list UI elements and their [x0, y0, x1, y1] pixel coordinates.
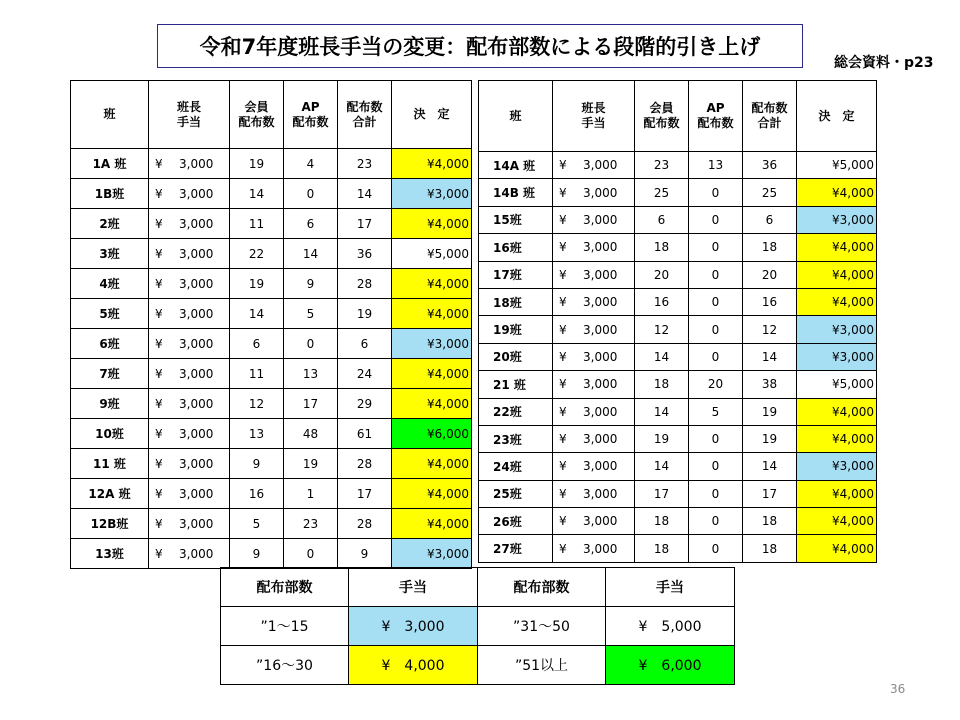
total-count: 28: [338, 449, 392, 479]
fee-cell: [553, 152, 635, 179]
han-name: 12A 班: [71, 479, 149, 509]
han-name: 12B班: [71, 509, 149, 539]
fee-amount: 3,000: [583, 267, 618, 282]
legend-range: ”51以上: [478, 646, 606, 685]
left-table: [70, 80, 472, 569]
han-name: 11 班: [71, 449, 149, 479]
yen-symbol: ¥: [559, 541, 567, 556]
fee-amount: 3,000: [583, 459, 618, 474]
table-row: [71, 539, 472, 569]
ap-count: 0: [689, 206, 743, 233]
yen-symbol: ¥: [155, 486, 163, 501]
fee-amount: 3,000: [583, 377, 618, 392]
han-name: 10班: [71, 419, 149, 449]
fee-amount: 3,000: [583, 541, 618, 556]
decision-cell: ¥4,000: [797, 425, 877, 452]
yen-symbol: ¥: [559, 267, 567, 282]
fee-cell: [553, 316, 635, 343]
ap-count: 0: [689, 535, 743, 562]
yen-symbol: ¥: [559, 185, 567, 200]
table-row: [71, 209, 472, 239]
header-total: 配布数 合計: [338, 81, 392, 149]
member-count: 18: [635, 535, 689, 562]
yen-symbol: ¥: [559, 486, 567, 501]
decision-cell: ¥3,000: [392, 539, 472, 569]
fee-amount: 3,000: [583, 240, 618, 255]
table-row: [71, 269, 472, 299]
han-name: 14A 班: [479, 152, 553, 179]
total-count: 36: [743, 152, 797, 179]
han-name: 9班: [71, 389, 149, 419]
fee-amount: 3,000: [583, 404, 618, 419]
table-row: [71, 509, 472, 539]
yen-symbol: ¥: [155, 516, 163, 531]
table-row: [71, 239, 472, 269]
yen-symbol: ¥: [155, 456, 163, 471]
legend-header-fee: 手当: [606, 568, 735, 607]
table-row: [71, 449, 472, 479]
han-name: 1B班: [71, 179, 149, 209]
total-count: 9: [338, 539, 392, 569]
table-row: [479, 453, 877, 480]
total-count: 18: [743, 234, 797, 261]
fee-amount: 3,000: [179, 306, 214, 321]
decision-cell: ¥4,000: [392, 269, 472, 299]
fee-cell: [553, 535, 635, 562]
yen-symbol: ¥: [155, 216, 163, 231]
table-row: [71, 179, 472, 209]
legend-header: [221, 568, 735, 607]
total-count: 14: [743, 453, 797, 480]
member-count: 18: [635, 371, 689, 398]
yen-symbol: ¥: [155, 336, 163, 351]
yen-symbol: ¥: [559, 349, 567, 364]
member-count: 17: [635, 480, 689, 507]
table-row: [479, 206, 877, 233]
fee-cell: [553, 371, 635, 398]
fee-cell: [149, 209, 230, 239]
ap-count: 0: [689, 508, 743, 535]
legend-header-range: 配布部数: [478, 568, 606, 607]
han-name: 13班: [71, 539, 149, 569]
member-count: 23: [635, 152, 689, 179]
ap-count: 48: [284, 419, 338, 449]
member-count: 9: [230, 449, 284, 479]
fee-cell: [149, 389, 230, 419]
decision-cell: ¥5,000: [797, 152, 877, 179]
fee-amount: 3,000: [583, 349, 618, 364]
fee-cell: [553, 179, 635, 206]
han-name: 5班: [71, 299, 149, 329]
fee-cell: [149, 479, 230, 509]
table-row: [71, 149, 472, 179]
total-count: 29: [338, 389, 392, 419]
ap-count: 0: [689, 316, 743, 343]
member-count: 14: [230, 299, 284, 329]
fee-cell: [553, 453, 635, 480]
table-row: [479, 425, 877, 452]
table-row: [71, 419, 472, 449]
total-count: 6: [338, 329, 392, 359]
legend-range: ”1～15: [221, 607, 349, 646]
legend-fee: ¥ 3,000: [349, 607, 478, 646]
header-fee: 班長 手当: [149, 81, 230, 149]
han-name: 20班: [479, 343, 553, 370]
header-member: 会員 配布数: [230, 81, 284, 149]
ap-count: 13: [689, 152, 743, 179]
total-count: 17: [338, 479, 392, 509]
decision-cell: ¥3,000: [392, 329, 472, 359]
fee-cell: [553, 425, 635, 452]
member-count: 11: [230, 209, 284, 239]
header-ap: AP 配布数: [689, 81, 743, 152]
yen-symbol: ¥: [155, 156, 163, 171]
decision-cell: ¥3,000: [797, 316, 877, 343]
han-name: 17班: [479, 261, 553, 288]
fee-amount: 3,000: [583, 295, 618, 310]
table-row: [71, 389, 472, 419]
fee-amount: 3,000: [179, 516, 214, 531]
decision-cell: ¥4,000: [392, 299, 472, 329]
total-count: 61: [338, 419, 392, 449]
fee-cell: [149, 269, 230, 299]
member-count: 18: [635, 234, 689, 261]
ap-count: 0: [689, 261, 743, 288]
fee-cell: [149, 509, 230, 539]
fee-amount: 3,000: [583, 486, 618, 501]
table-row: [71, 479, 472, 509]
member-count: 25: [635, 179, 689, 206]
table-header: [479, 81, 877, 152]
decision-cell: ¥3,000: [392, 179, 472, 209]
fee-cell: [149, 329, 230, 359]
header-member: 会員 配布数: [635, 81, 689, 152]
fee-amount: 3,000: [583, 185, 618, 200]
fee-amount: 3,000: [583, 432, 618, 447]
decision-cell: ¥5,000: [797, 371, 877, 398]
header-decision: 決 定: [392, 81, 472, 149]
yen-symbol: ¥: [155, 246, 163, 261]
fee-amount: 3,000: [583, 158, 618, 173]
ap-count: 9: [284, 269, 338, 299]
header-han: 班: [479, 81, 553, 152]
table-row: [479, 288, 877, 315]
decision-cell: ¥4,000: [797, 508, 877, 535]
yen-symbol: ¥: [559, 295, 567, 310]
legend-fee: ¥ 5,000: [606, 607, 735, 646]
header-total: 配布数 合計: [743, 81, 797, 152]
decision-cell: ¥4,000: [392, 509, 472, 539]
member-count: 16: [635, 288, 689, 315]
table-row: [479, 398, 877, 425]
total-count: 36: [338, 239, 392, 269]
yen-symbol: ¥: [559, 459, 567, 474]
ap-count: 1: [284, 479, 338, 509]
fee-amount: 3,000: [583, 322, 618, 337]
fee-cell: [149, 299, 230, 329]
table-row: [479, 152, 877, 179]
total-count: 18: [743, 535, 797, 562]
fee-cell: [553, 508, 635, 535]
total-count: 20: [743, 261, 797, 288]
ap-count: 5: [689, 398, 743, 425]
decision-cell: ¥4,000: [797, 398, 877, 425]
ap-count: 0: [284, 179, 338, 209]
yen-symbol: ¥: [155, 396, 163, 411]
ap-count: 0: [689, 234, 743, 261]
table-row: [479, 261, 877, 288]
member-count: 20: [635, 261, 689, 288]
legend-header-fee: 手当: [349, 568, 478, 607]
fee-cell: [149, 179, 230, 209]
yen-symbol: ¥: [559, 404, 567, 419]
ap-count: 0: [689, 288, 743, 315]
legend-fee: ¥ 4,000: [349, 646, 478, 685]
fee-amount: 3,000: [179, 486, 214, 501]
total-count: 19: [743, 425, 797, 452]
decision-cell: ¥4,000: [392, 449, 472, 479]
ap-count: 19: [284, 449, 338, 479]
fee-cell: [553, 343, 635, 370]
fee-cell: [553, 288, 635, 315]
fee-amount: 3,000: [179, 366, 214, 381]
fee-amount: 3,000: [179, 426, 214, 441]
member-count: 11: [230, 359, 284, 389]
total-count: 6: [743, 206, 797, 233]
page-title: 令和7年度班長手当の変更：配布部数による段階的引き上げ: [157, 24, 803, 68]
legend-range: ”16～30: [221, 646, 349, 685]
fee-amount: 3,000: [179, 546, 214, 561]
ap-count: 0: [284, 539, 338, 569]
yen-symbol: ¥: [559, 377, 567, 392]
han-name: 19班: [479, 316, 553, 343]
decision-cell: ¥4,000: [392, 479, 472, 509]
han-name: 4班: [71, 269, 149, 299]
ap-count: 6: [284, 209, 338, 239]
member-count: 19: [230, 269, 284, 299]
yen-symbol: ¥: [559, 322, 567, 337]
fee-cell: [149, 239, 230, 269]
legend-fee: ¥ 6,000: [606, 646, 735, 685]
total-count: 24: [338, 359, 392, 389]
legend-row: [221, 607, 735, 646]
han-name: 1A 班: [71, 149, 149, 179]
yen-symbol: ¥: [559, 158, 567, 173]
decision-cell: ¥4,000: [797, 480, 877, 507]
fee-cell: [149, 419, 230, 449]
total-count: 19: [338, 299, 392, 329]
ap-count: 13: [284, 359, 338, 389]
total-count: 16: [743, 288, 797, 315]
fee-cell: [149, 539, 230, 569]
member-count: 12: [635, 316, 689, 343]
ap-count: 4: [284, 149, 338, 179]
table-header: [71, 81, 472, 149]
reference-label: 総会資料・p23: [834, 55, 934, 71]
ap-count: 23: [284, 509, 338, 539]
member-count: 22: [230, 239, 284, 269]
member-count: 16: [230, 479, 284, 509]
total-count: 19: [743, 398, 797, 425]
member-count: 14: [230, 179, 284, 209]
total-count: 28: [338, 509, 392, 539]
decision-cell: ¥5,000: [392, 239, 472, 269]
table-row: [479, 343, 877, 370]
fee-cell: [149, 149, 230, 179]
decision-cell: ¥4,000: [392, 389, 472, 419]
total-count: 18: [743, 508, 797, 535]
decision-cell: ¥4,000: [797, 234, 877, 261]
yen-symbol: ¥: [559, 514, 567, 529]
yen-symbol: ¥: [155, 186, 163, 201]
table-row: [479, 179, 877, 206]
fee-cell: [553, 398, 635, 425]
han-name: 16班: [479, 234, 553, 261]
fee-cell: [553, 234, 635, 261]
table-row: [71, 329, 472, 359]
fee-amount: 3,000: [179, 336, 214, 351]
member-count: 9: [230, 539, 284, 569]
yen-symbol: ¥: [155, 276, 163, 291]
decision-cell: ¥3,000: [797, 453, 877, 480]
han-name: 2班: [71, 209, 149, 239]
ap-count: 0: [689, 480, 743, 507]
fee-amount: 3,000: [179, 396, 214, 411]
yen-symbol: ¥: [155, 306, 163, 321]
han-name: 6班: [71, 329, 149, 359]
table-row: [71, 359, 472, 389]
ap-count: 5: [284, 299, 338, 329]
member-count: 19: [635, 425, 689, 452]
decision-cell: ¥4,000: [392, 209, 472, 239]
han-name: 15班: [479, 206, 553, 233]
decision-cell: ¥3,000: [797, 206, 877, 233]
han-name: 18班: [479, 288, 553, 315]
member-count: 5: [230, 509, 284, 539]
fee-amount: 3,000: [583, 514, 618, 529]
han-name: 3班: [71, 239, 149, 269]
decision-cell: ¥4,000: [797, 261, 877, 288]
legend-range: ”31～50: [478, 607, 606, 646]
han-name: 21 班: [479, 371, 553, 398]
yen-symbol: ¥: [155, 546, 163, 561]
page-number: 36: [890, 682, 906, 696]
decision-cell: ¥4,000: [797, 179, 877, 206]
decision-cell: ¥4,000: [392, 359, 472, 389]
decision-cell: ¥3,000: [797, 343, 877, 370]
ap-count: 0: [284, 329, 338, 359]
member-count: 12: [230, 389, 284, 419]
decision-cell: ¥4,000: [797, 288, 877, 315]
member-count: 6: [230, 329, 284, 359]
member-count: 14: [635, 398, 689, 425]
fee-cell: [553, 480, 635, 507]
ap-count: 0: [689, 453, 743, 480]
member-count: 14: [635, 453, 689, 480]
yen-symbol: ¥: [559, 240, 567, 255]
member-count: 13: [230, 419, 284, 449]
decision-cell: ¥4,000: [797, 535, 877, 562]
han-name: 7班: [71, 359, 149, 389]
member-count: 18: [635, 508, 689, 535]
table-row: [479, 508, 877, 535]
total-count: 14: [743, 343, 797, 370]
fee-amount: 3,000: [179, 456, 214, 471]
ap-count: 0: [689, 343, 743, 370]
yen-symbol: ¥: [559, 212, 567, 227]
total-count: 17: [338, 209, 392, 239]
total-count: 25: [743, 179, 797, 206]
ap-count: 14: [284, 239, 338, 269]
header-han: 班: [71, 81, 149, 149]
fee-cell: [149, 359, 230, 389]
member-count: 6: [635, 206, 689, 233]
member-count: 14: [635, 343, 689, 370]
fee-amount: 3,000: [179, 216, 214, 231]
decision-cell: ¥6,000: [392, 419, 472, 449]
header-decision: 決 定: [797, 81, 877, 152]
table-row: [479, 371, 877, 398]
han-name: 24班: [479, 453, 553, 480]
fee-amount: 3,000: [583, 212, 618, 227]
yen-symbol: ¥: [559, 432, 567, 447]
fee-cell: [149, 449, 230, 479]
total-count: 38: [743, 371, 797, 398]
han-name: 27班: [479, 535, 553, 562]
total-count: 12: [743, 316, 797, 343]
yen-symbol: ¥: [155, 426, 163, 441]
han-name: 14B 班: [479, 179, 553, 206]
han-name: 22班: [479, 398, 553, 425]
member-count: 19: [230, 149, 284, 179]
table-row: [479, 480, 877, 507]
total-count: 17: [743, 480, 797, 507]
ap-count: 0: [689, 425, 743, 452]
total-count: 14: [338, 179, 392, 209]
ap-count: 0: [689, 179, 743, 206]
total-count: 28: [338, 269, 392, 299]
total-count: 23: [338, 149, 392, 179]
legend-table: [220, 567, 735, 685]
han-name: 25班: [479, 480, 553, 507]
table-row: [479, 234, 877, 261]
han-name: 26班: [479, 508, 553, 535]
yen-symbol: ¥: [155, 366, 163, 381]
table-row: [479, 316, 877, 343]
decision-cell: ¥4,000: [392, 149, 472, 179]
fee-cell: [553, 261, 635, 288]
fee-amount: 3,000: [179, 156, 214, 171]
legend-header-range: 配布部数: [221, 568, 349, 607]
table-row: [71, 299, 472, 329]
fee-amount: 3,000: [179, 246, 214, 261]
fee-amount: 3,000: [179, 186, 214, 201]
han-name: 23班: [479, 425, 553, 452]
legend-row: [221, 646, 735, 685]
right-table: [478, 80, 877, 563]
header-ap: AP 配布数: [284, 81, 338, 149]
ap-count: 17: [284, 389, 338, 419]
ap-count: 20: [689, 371, 743, 398]
fee-amount: 3,000: [179, 276, 214, 291]
header-fee: 班長 手当: [553, 81, 635, 152]
table-row: [479, 535, 877, 562]
fee-cell: [553, 206, 635, 233]
